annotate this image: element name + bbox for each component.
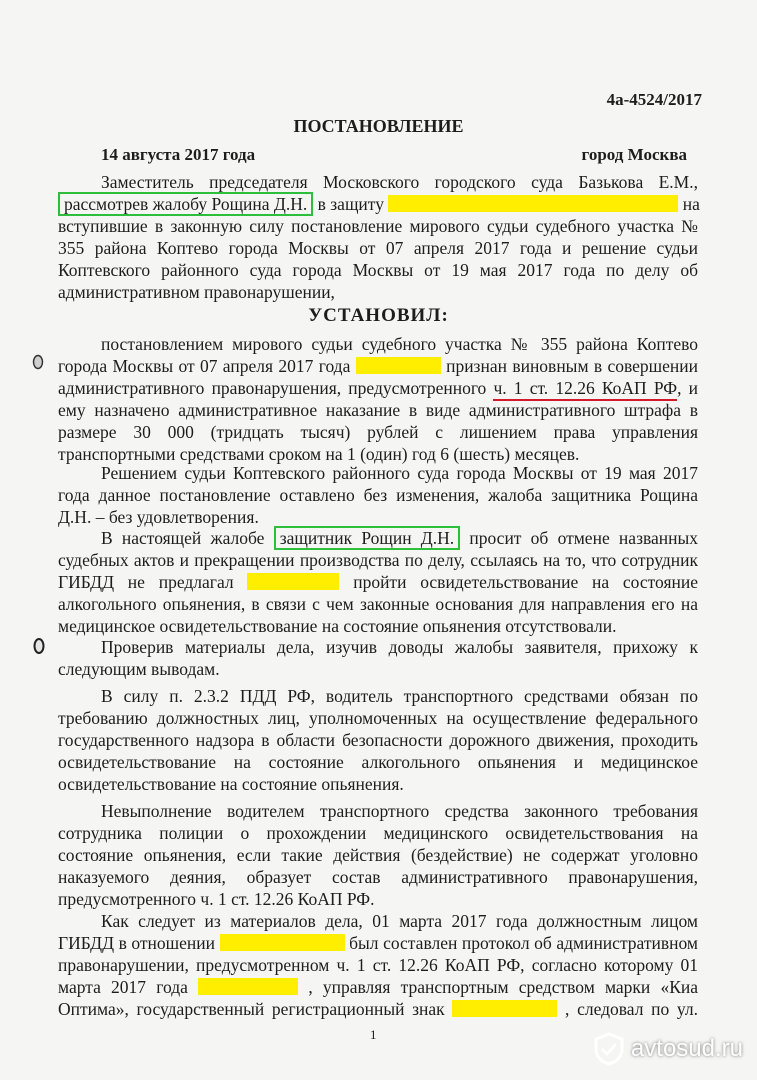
redacted-plate <box>452 1000 557 1017</box>
redacted-name <box>198 978 298 995</box>
shield-check-icon <box>593 1032 625 1066</box>
watermark-text: avtosud.ru <box>630 1035 743 1062</box>
p6-line-1: Невыполнение водителем транспортного средства законного требования <box>101 801 698 821</box>
p1-line-6: транспортными средствами сроком на 1 (один) год 6 (шесть) месяцев. <box>58 444 580 464</box>
p1-line-2: города Москвы от 07 апреля 2017 года признан виновным в совершении <box>58 356 699 376</box>
redacted-name <box>247 573 339 590</box>
p7-line-4: марта 2017 года , управляя транспортным средством марки «Киа <box>58 977 699 997</box>
p4-line-1: Проверив материалы дела, изучив доводы жалобы заявителя, прихожу к <box>101 637 698 657</box>
intro-line-4: 355 района Коптево города Москвы от 07 апреля 2017 года и решение судьи <box>58 238 698 258</box>
p7-line-1: Как следует из материалов дела, 01 марта 2017 года должностным лицом <box>101 911 698 931</box>
p7-line-2: ГИБДД в отношении был составлен протокол об административном <box>58 933 698 953</box>
p3-line-1: В настоящей жалобе защитник Рощин Д.Н. просит об отмене названных <box>101 528 699 548</box>
underlined-article: ч. 1 ст. 12.26 КоАП РФ <box>493 378 677 401</box>
intro-line-1: Заместитель председателя Московского городского суда Базькова Е.М., <box>101 172 698 192</box>
p3-line-5: медицинское освидетельствование на состояние опьянения отсутствовали. <box>58 616 617 636</box>
p5-line-2: требованию должностных лиц, уполномоченных на осуществление федерального <box>58 708 698 728</box>
boxed-name-complainant: рассмотрев жалобу Рощина Д.Н. <box>58 192 313 216</box>
boxed-name-defender: защитник Рощин Д.Н. <box>274 526 460 550</box>
p6-line-5: предусмотренного ч. 1 ст. 12.26 КоАП РФ. <box>58 889 375 909</box>
p1-line-3: административного правонарушения, предусмотренного ч. 1 ст. 12.26 КоАП РФ, и <box>58 378 698 399</box>
intro-line-2: рассмотрев жалобу Рощина Д.Н. в защиту на <box>58 194 698 215</box>
p1-line-4: ему назначено административное наказание в виде административного штрафа в <box>58 400 698 420</box>
p7-line-3: правонарушении, предусмотренном ч. 1 ст. 12.26 КоАП РФ, согласно которому 01 <box>58 955 698 975</box>
document-date: 14 августа 2017 года <box>101 145 256 164</box>
punch-hole-icon <box>33 637 45 655</box>
p1-line-1: постановлением мирового судьи судебного участка № 355 района Коптево <box>101 334 698 354</box>
p5-line-4: освидетельствование на состояние алкогольного опьянения и медицинское <box>58 752 698 772</box>
redacted-name <box>220 934 345 951</box>
p5-line-5: освидетельствование на состояние опьянения. <box>58 774 404 794</box>
case-number: 4а-4524/2017 <box>606 90 702 109</box>
p4-line-2: следующим выводам. <box>58 659 220 679</box>
document-city: город Москва <box>581 145 687 164</box>
p3-line-2: судебных актов и прекращении производства по делу, ссылаясь на то, что сотрудник <box>58 550 698 570</box>
intro-line-3: вступившие в законную силу постановление мирового судьи судебного участка № <box>58 216 698 236</box>
p5-line-3: государственного надзора в области безопасности дорожного движения, проходить <box>58 730 698 750</box>
established-heading: УСТАНОВИЛ: <box>308 305 449 326</box>
intro-line-6: административном правонарушении, <box>58 282 335 302</box>
page-number: 1 <box>370 1027 377 1042</box>
p5-line-1: В силу п. 2.3.2 ПДД РФ, водитель транспортного средствами обязан по <box>101 686 698 706</box>
site-watermark <box>593 1032 743 1066</box>
p6-line-3: состояние опьянения, если такие действия (бездействие) не содержат уголовно <box>58 845 698 865</box>
document-title: ПОСТАНОВЛЕНИЕ <box>293 116 464 136</box>
redacted-name <box>388 195 678 212</box>
p2-line-3: Д.Н. – без удовлетворения. <box>58 507 259 527</box>
punch-hole-icon <box>32 354 44 370</box>
p6-line-4: наказуемого деяния, образует состав административного правонарушения, <box>58 867 698 887</box>
p3-line-3: ГИБДД не предлагал пройти освидетельствование на состояние <box>58 572 699 592</box>
p6-line-2: сотрудника полиции о прохождении медицинского освидетельствования на <box>58 823 698 843</box>
p1-line-5: размере 30 000 (тридцать тысяч) рублей с лишением права управления <box>58 422 698 442</box>
p7-line-5: Оптима», государственный регистрационный знак , следовал по ул. <box>58 999 698 1019</box>
redacted-name <box>356 357 441 374</box>
p3-line-4: алкогольного опьянения, в связи с чем законные основания для направления его на <box>58 594 698 614</box>
intro-line-5: Коптевского районного суда города Москвы от 19 мая 2017 года по делу об <box>58 260 698 280</box>
p2-line-1: Решением судьи Коптевского районного суда города Москвы от 19 мая 2017 <box>101 463 698 483</box>
p2-line-2: года данное постановление оставлено без изменения, жалоба защитника Рощина <box>58 485 698 505</box>
